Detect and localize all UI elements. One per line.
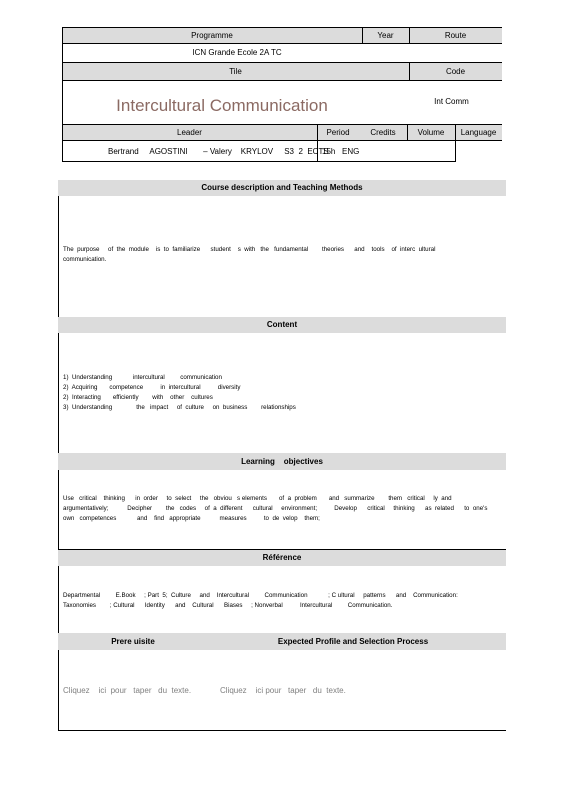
programme-label: Programme (191, 31, 233, 40)
content-line: 1) Understanding intercultural communication (63, 374, 222, 381)
prerequisite-heading: Prere uisite (111, 637, 155, 646)
reference-line: Taxonomies ; Cultural Identity and Cultural Biases ; Nonverbal Intercultural Communication. (63, 602, 393, 609)
reference-body (63, 591, 503, 611)
rule (62, 161, 456, 162)
course-title: Intercultural Communication (116, 96, 328, 115)
code-value: Int Comm (434, 97, 469, 106)
rule (62, 27, 502, 28)
programme-value: ICN Grande Ecole 2A TC (192, 48, 282, 57)
objectives-line: argumentatively; Decipher the codes of a different cultural environment; Develop critical thinking as related to one's (63, 505, 488, 512)
rule (62, 124, 502, 125)
language-label: Language (460, 128, 497, 137)
rule (62, 80, 502, 81)
title-label: Tile (229, 67, 242, 76)
content-body (63, 373, 503, 413)
route-label: Route (444, 31, 467, 40)
description-heading: Course description and Teaching Methods (201, 183, 363, 192)
credits-label: Credits (370, 128, 396, 137)
volume-value: 15h ENG (322, 147, 360, 156)
leader-value: Bertrand AGOSTINI – Valery KRYLOV S3 2 ECTS (108, 147, 329, 156)
rule (62, 140, 502, 141)
content-heading: Content (266, 320, 298, 329)
period-label: Period (326, 128, 350, 137)
code-label: Code (445, 67, 466, 76)
leader-label: Leader (177, 128, 202, 137)
content-line: 2) Interacting efficiently with other cultures (63, 394, 213, 401)
content-line: 2) Acquiring competence in intercultural diversity (63, 384, 241, 391)
prerequisite-placeholder[interactable]: Cliquez ici pour taper du texte. (63, 686, 192, 695)
description-line: The purpose of the module is to familiarize student s with the fundamental theories and tools of interc ultural (63, 246, 436, 253)
profile-heading: Expected Profile and Selection Process (277, 637, 429, 646)
objectives-body (63, 494, 503, 524)
description-body (63, 245, 503, 265)
objectives-line: own competences and find appropriate measures to de velop them; (63, 515, 320, 522)
rule (62, 62, 502, 63)
year-label: Year (377, 31, 394, 40)
objectives-line: Use critical thinking in order to select the obviou s elements of a problem and summarize them critical ly and (63, 495, 452, 502)
reference-line: Departmental E.Book ; Part 5; Culture and Intercultural Communication ; C ultural patterns and Communication: (63, 592, 458, 599)
reference-heading: Référence (262, 553, 302, 562)
content-line: 3) Understanding the impact of culture on business relationships (63, 404, 296, 411)
rule (58, 730, 506, 731)
profile-placeholder[interactable]: Cliquez ici pour taper du texte. (220, 686, 346, 695)
description-line: communication. (63, 256, 107, 263)
rule (62, 43, 502, 44)
objectives-heading: Learning objectives (241, 457, 323, 466)
volume-label: Volume (417, 128, 445, 137)
